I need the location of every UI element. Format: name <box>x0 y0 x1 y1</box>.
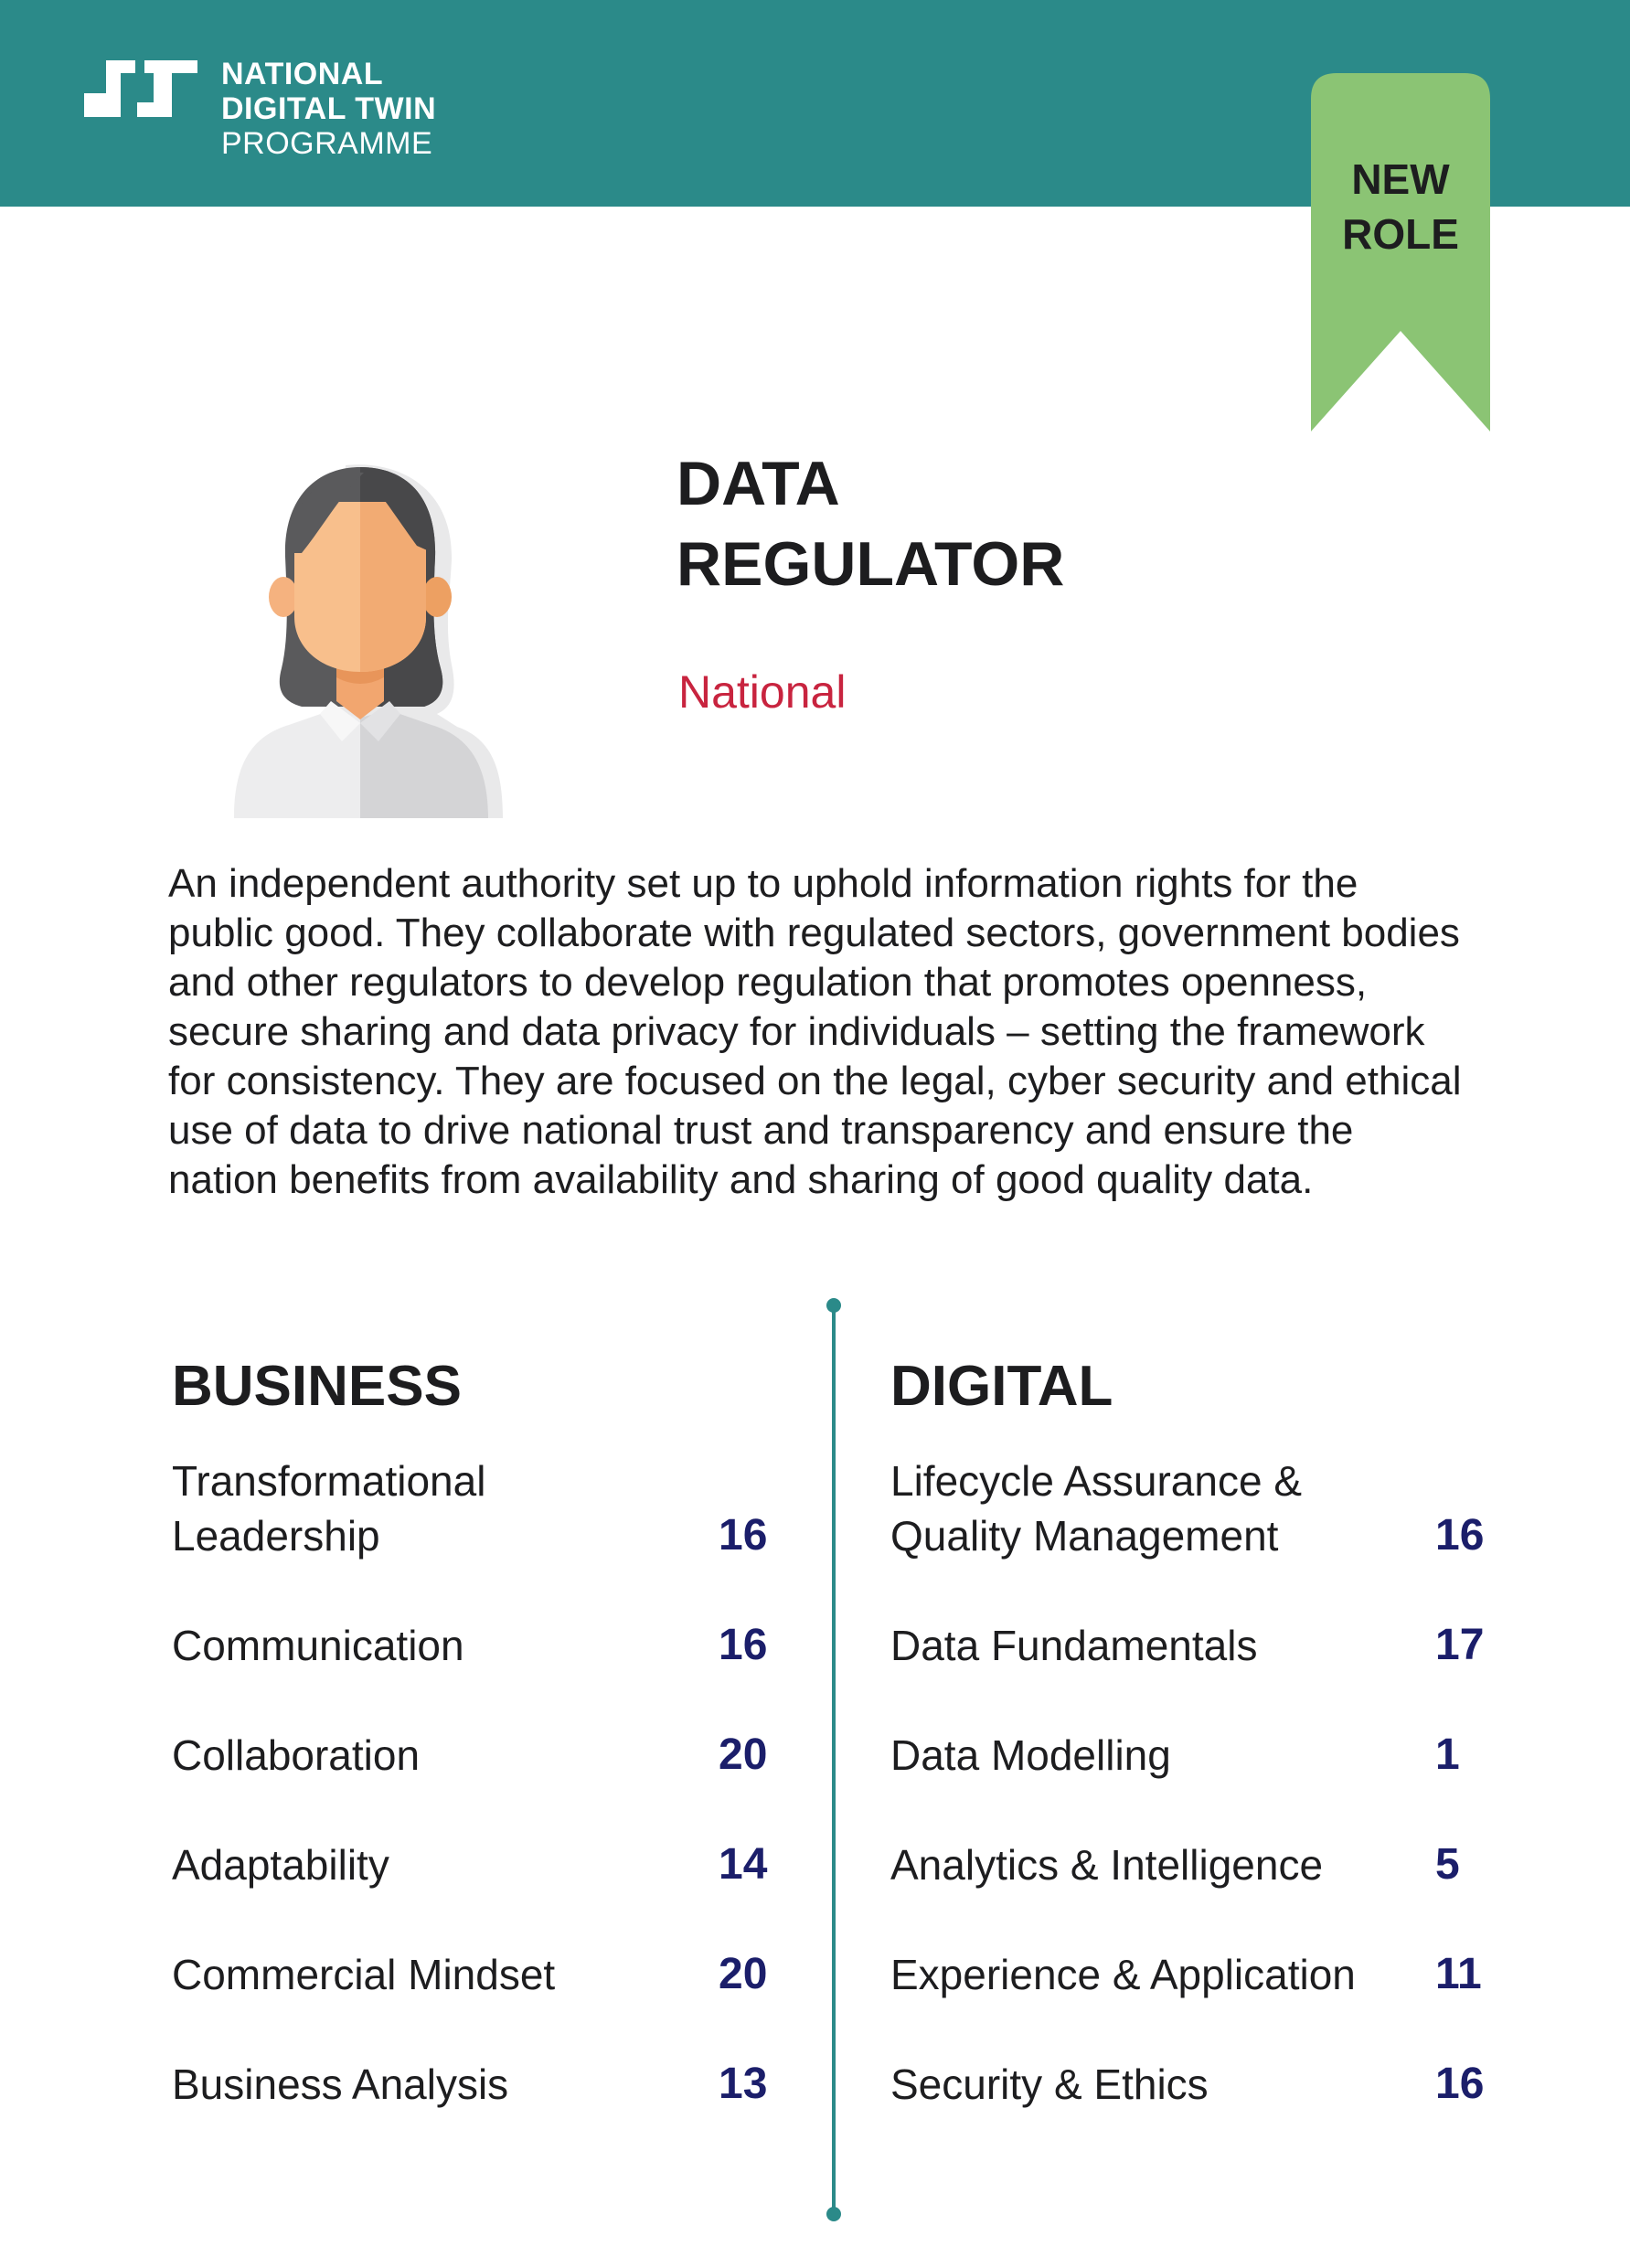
skill-score: 13 <box>719 2060 768 2108</box>
logo-line-3: PROGRAMME <box>221 126 433 161</box>
ndtp-logo-mark-icon <box>84 60 197 117</box>
ndtp-logo <box>84 57 477 161</box>
skill-label: Commercial Mindset <box>172 1951 556 1998</box>
skill-label: Data Fundamentals <box>890 1622 1258 1669</box>
skill-label: Experience & Application <box>890 1951 1356 1998</box>
skill-label: Data Modelling <box>890 1731 1171 1779</box>
skill-label: Lifecycle Assurance & Quality Management <box>890 1457 1303 1560</box>
business-heading: BUSINESS <box>172 1355 462 1418</box>
skill-score: 11 <box>1435 1950 1482 1998</box>
divider-dot-top <box>826 1298 841 1313</box>
logo-wordmark <box>221 57 436 161</box>
digital-column <box>890 1344 1512 2108</box>
business-column <box>172 1344 794 2108</box>
skill-score: 20 <box>719 1950 768 1998</box>
role-title <box>677 443 1064 604</box>
skill-score: 16 <box>1435 2060 1485 2108</box>
logo-line-2: DIGITAL TWIN <box>221 91 437 126</box>
skill-score: 1 <box>1435 1730 1460 1779</box>
skill-label: Business Analysis <box>172 2060 509 2108</box>
role-title-line-1: DATA <box>677 449 840 518</box>
digital-heading: DIGITAL <box>890 1355 1113 1418</box>
skill-score: 16 <box>719 1511 768 1560</box>
skill-score: 16 <box>719 1621 768 1669</box>
divider-dot-bottom <box>826 2207 841 2221</box>
role-title-line-2: REGULATOR <box>677 529 1065 599</box>
ribbon-line-2: ROLE <box>1342 210 1459 258</box>
skill-label: Communication <box>172 1622 464 1669</box>
woman-avatar-icon <box>229 462 503 818</box>
skill-score: 14 <box>719 1840 768 1889</box>
skill-label: Analytics & Intelligence <box>890 1841 1324 1889</box>
role-scope: National <box>678 666 847 718</box>
role-description: An independent authority set up to uphold information rights for the public good. They collaborate with regulated sectors, government bodies and other regulators to develop regulation that promotes openness, secure sharing and data privacy for individuals – setting the framework for consistency. They are focused on the legal, cyber security and ethical use of data to drive national trust and transparency and ensure the nation benefits from availability and sharing of good quality data. <box>168 861 1462 1202</box>
skill-label: Transformational Leadership <box>172 1457 486 1560</box>
skill-score: 17 <box>1435 1621 1485 1669</box>
skill-score: 5 <box>1435 1840 1460 1889</box>
skill-label: Security & Ethics <box>890 2060 1209 2108</box>
skill-score: 20 <box>719 1730 768 1779</box>
skill-score: 16 <box>1435 1511 1485 1560</box>
skill-label: Adaptability <box>172 1841 389 1889</box>
ribbon-line-1: NEW <box>1351 155 1450 203</box>
new-role-ribbon <box>1311 73 1490 431</box>
logo-line-1: NATIONAL <box>221 57 384 91</box>
column-divider <box>826 1298 841 2221</box>
skill-label: Collaboration <box>172 1731 421 1779</box>
